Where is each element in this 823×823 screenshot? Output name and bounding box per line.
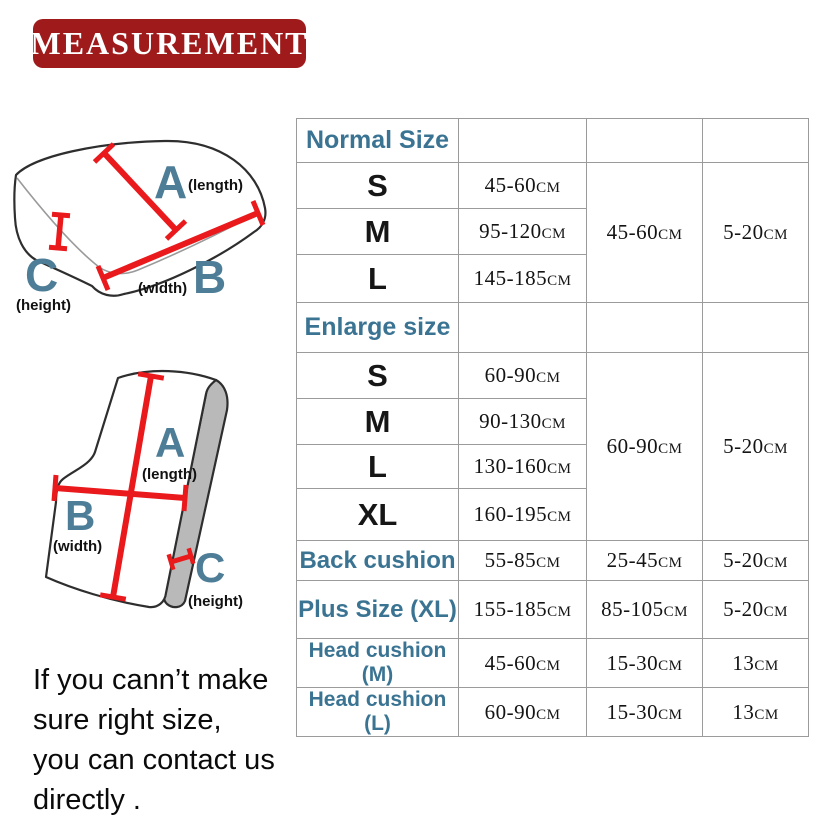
height-value-cell: 5-20CM (703, 581, 809, 639)
back-cushion-diagram (25, 358, 265, 626)
length-value-cell: 130-160CM (459, 445, 587, 489)
measurement-banner (30, 19, 309, 68)
seat-cushion-diagram (4, 118, 296, 336)
width-value-cell: 85-105CM (587, 581, 703, 639)
page-title: MEASUREMENT (30, 25, 309, 61)
length-value-cell: 45-60CM (459, 163, 587, 209)
seat-label-c: C (25, 249, 59, 301)
seat-label-a-sub: (length) (188, 177, 243, 194)
length-value-cell: 60-90CM (459, 688, 587, 737)
seat-label-b: B (193, 251, 227, 303)
length-value-cell: 90-130CM (459, 399, 587, 445)
seat-label-a: A (154, 156, 188, 208)
length-value-cell: 55-85CM (459, 541, 587, 581)
seat-label-b-sub: (width) (138, 280, 188, 297)
table-row (297, 303, 809, 353)
column-header-length: Length(A) (459, 119, 587, 163)
table-row (297, 163, 809, 209)
height-value-cell: 5-20CM (703, 163, 809, 303)
table-row (297, 541, 809, 581)
length-value-cell: 160-195CM (459, 489, 587, 541)
height-value-cell: 13CM (703, 639, 809, 688)
back-label-b-sub: (width) (53, 538, 103, 555)
section-label-normal: Normal Size (297, 119, 459, 163)
back-label-b: B (65, 492, 96, 539)
size-table (296, 118, 809, 737)
width-value-cell: 15-30CM (587, 639, 703, 688)
length-value-cell: 60-90CM (459, 353, 587, 399)
size-cell: M (297, 209, 459, 255)
size-cell: S (297, 353, 459, 399)
height-value-cell: 13CM (703, 688, 809, 737)
back-label-c-sub: (height) (188, 593, 243, 610)
column-header-width: Width(B) (587, 119, 703, 163)
width-value-cell: 15-30CM (587, 688, 703, 737)
row-label-back-cushion: Back cushion (297, 541, 459, 581)
size-cell: M (297, 399, 459, 445)
height-value-cell: 5-20CM (703, 353, 809, 541)
size-cell: S (297, 163, 459, 209)
width-value-cell: 25-45CM (587, 541, 703, 581)
back-label-a: A (155, 419, 186, 466)
size-cell: L (297, 255, 459, 303)
row-label-head-cushion-l: Head cushion (L) (297, 688, 459, 737)
table-row (297, 688, 809, 737)
width-value-cell: 60-90CM (587, 353, 703, 541)
length-value-cell: 155-185CM (459, 581, 587, 639)
column-header-length: Length(A) (459, 303, 587, 353)
table-row (297, 119, 809, 163)
table-row (297, 639, 809, 688)
length-value-cell: 45-60CM (459, 639, 587, 688)
length-value-cell: 145-185CM (459, 255, 587, 303)
column-header-height: Height(C) (703, 303, 809, 353)
column-header-width: Width(B) (587, 303, 703, 353)
height-value-cell: 5-20CM (703, 541, 809, 581)
back-label-a-sub: (length) (142, 466, 197, 483)
note-line: If you cann’t make (33, 664, 269, 696)
size-cell: XL (297, 489, 459, 541)
table-row (297, 353, 809, 399)
length-value-cell: 95-120CM (459, 209, 587, 255)
section-label-enlarge: Enlarge size (297, 303, 459, 353)
row-label-head-cushion-m: Head cushion (M) (297, 639, 459, 688)
column-header-height: Height(C) (703, 119, 809, 163)
row-label-plus-size: Plus Size (XL) (297, 581, 459, 639)
table-row (297, 581, 809, 639)
size-cell: L (297, 445, 459, 489)
seat-label-c-sub: (height) (16, 297, 71, 314)
note-line: directly . (33, 784, 141, 816)
width-value-cell: 45-60CM (587, 163, 703, 303)
contact-note (33, 660, 275, 820)
note-line: sure right size, (33, 704, 222, 736)
back-label-c: C (195, 544, 226, 591)
note-line: you can contact us (33, 744, 275, 776)
